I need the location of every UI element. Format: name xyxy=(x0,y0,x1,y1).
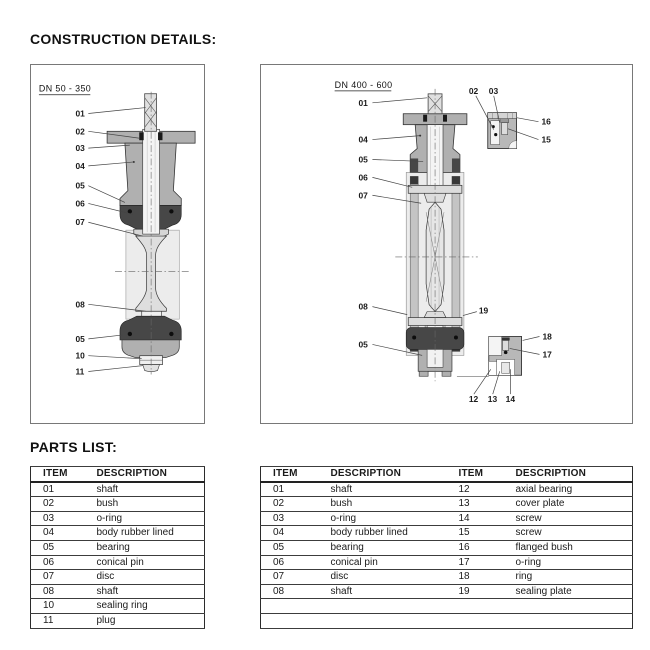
description-cell: shaft xyxy=(319,482,447,497)
description-cell: conical pin xyxy=(85,555,205,570)
description-cell: bush xyxy=(85,497,205,512)
part-label: 18 xyxy=(542,331,552,342)
part-label: 08 xyxy=(358,301,368,312)
description-cell: screw xyxy=(504,526,633,541)
item-cell: 02 xyxy=(261,497,319,512)
parts-table-dn50-350 xyxy=(30,466,205,629)
item-cell: 07 xyxy=(31,570,85,585)
item-cell: 13 xyxy=(447,497,504,512)
description-cell: body rubber lined xyxy=(85,526,205,541)
part-label: 04 xyxy=(358,134,368,145)
table-header-row xyxy=(31,467,205,482)
part-label: 15 xyxy=(541,134,551,145)
description-cell: bush xyxy=(319,497,447,512)
table-row-empty xyxy=(261,599,633,614)
table-row xyxy=(31,584,205,599)
valve-drawing-dn50-350 xyxy=(31,65,204,423)
caption-dn400-600: DN 400 - 600 xyxy=(334,79,393,90)
part-labels xyxy=(75,108,85,376)
part-label: 10 xyxy=(75,350,85,361)
part-label: 01 xyxy=(358,97,368,108)
empty-cell xyxy=(504,613,633,628)
part-label: 07 xyxy=(358,190,368,201)
table-header-row xyxy=(261,467,633,482)
part-label: 11 xyxy=(75,366,85,377)
table-row xyxy=(261,584,633,599)
description-cell: bearing xyxy=(319,540,447,555)
item-cell: 12 xyxy=(447,482,504,497)
table-row xyxy=(31,555,205,570)
page-title: CONSTRUCTION DETAILS: xyxy=(30,31,217,47)
part-label: 05 xyxy=(75,333,85,344)
description-cell: shaft xyxy=(85,482,205,497)
column-header-item: ITEM xyxy=(261,467,319,482)
parts-list-title: PARTS LIST: xyxy=(30,439,118,455)
description-cell: axial bearing xyxy=(504,482,633,497)
part-label: 06 xyxy=(75,198,85,209)
description-cell: bearing xyxy=(85,540,205,555)
table-row xyxy=(261,497,633,512)
column-header-item: ITEM xyxy=(447,467,504,482)
part-label: 07 xyxy=(75,217,85,228)
item-cell: 14 xyxy=(447,511,504,526)
valve-bottom-bearing xyxy=(120,316,181,340)
description-cell: disc xyxy=(85,570,205,585)
item-cell: 08 xyxy=(261,584,319,599)
diagram-caption xyxy=(39,84,91,95)
empty-cell xyxy=(447,599,504,614)
item-cell: 01 xyxy=(31,482,85,497)
diagram-panel-dn400-600 xyxy=(260,64,633,424)
item-cell: 15 xyxy=(447,526,504,541)
table-row xyxy=(261,526,633,541)
part-label: 16 xyxy=(541,116,551,127)
table-row xyxy=(261,570,633,585)
table-row xyxy=(31,526,205,541)
item-cell: 11 xyxy=(31,613,85,628)
part-label: 12 xyxy=(468,394,479,405)
item-cell: 04 xyxy=(31,526,85,541)
item-cell: 08 xyxy=(31,584,85,599)
part-label: 05 xyxy=(75,180,85,191)
description-cell: sealing plate xyxy=(504,584,633,599)
description-cell: o-ring xyxy=(504,555,633,570)
description-cell: sealing ring xyxy=(85,599,205,614)
part-label: 04 xyxy=(75,160,85,171)
column-header-description: DESCRIPTION xyxy=(319,467,447,482)
part-label: 14 xyxy=(505,394,516,405)
part-label: 02 xyxy=(468,85,479,96)
table-row xyxy=(261,482,633,497)
item-cell: 05 xyxy=(31,540,85,555)
item-cell: 16 xyxy=(447,540,504,555)
item-cell: 17 xyxy=(447,555,504,570)
part-label: 03 xyxy=(488,85,499,96)
part-label: 02 xyxy=(75,126,85,137)
part-label: 13 xyxy=(487,394,498,405)
description-cell: cover plate xyxy=(504,497,633,512)
item-cell: 10 xyxy=(31,599,85,614)
column-header-description: DESCRIPTION xyxy=(85,467,205,482)
description-cell: shaft xyxy=(85,584,205,599)
table-row xyxy=(261,555,633,570)
part-label: 03 xyxy=(75,143,85,154)
table-row-empty xyxy=(261,613,633,628)
description-cell: o-ring xyxy=(319,511,447,526)
table-row xyxy=(31,511,205,526)
description-cell: flanged bush xyxy=(504,540,633,555)
description-cell: conical pin xyxy=(319,555,447,570)
part-label: 06 xyxy=(358,172,368,183)
item-cell: 05 xyxy=(261,540,319,555)
table-row xyxy=(261,511,633,526)
empty-cell xyxy=(261,613,319,628)
empty-cell xyxy=(504,599,633,614)
part-label: 05 xyxy=(358,339,368,350)
valve-drawing-dn400-600 xyxy=(261,65,632,423)
parts-table-dn400-600 xyxy=(260,466,633,629)
description-cell: disc xyxy=(319,570,447,585)
table-row xyxy=(31,540,205,555)
description-cell: screw xyxy=(504,511,633,526)
part-label: 01 xyxy=(75,108,85,119)
item-cell: 01 xyxy=(261,482,319,497)
table-row xyxy=(31,570,205,585)
item-cell: 04 xyxy=(261,526,319,541)
item-cell: 03 xyxy=(261,511,319,526)
diagram-caption xyxy=(335,80,393,91)
item-cell: 07 xyxy=(261,570,319,585)
column-header-description: DESCRIPTION xyxy=(504,467,633,482)
description-cell: body rubber lined xyxy=(319,526,447,541)
table-row xyxy=(261,540,633,555)
table-row xyxy=(31,482,205,497)
valve-stem xyxy=(145,94,157,132)
description-cell: o-ring xyxy=(85,511,205,526)
part-label: 19 xyxy=(478,305,489,316)
empty-cell xyxy=(319,613,447,628)
caption-dn50-350: DN 50 - 350 xyxy=(38,83,92,94)
item-cell: 02 xyxy=(31,497,85,512)
item-cell: 19 xyxy=(447,584,504,599)
diagram-panel-dn50-350 xyxy=(30,64,205,424)
empty-cell xyxy=(319,599,447,614)
empty-cell xyxy=(447,613,504,628)
description-cell: ring xyxy=(504,570,633,585)
item-cell: 06 xyxy=(261,555,319,570)
table-row xyxy=(31,613,205,628)
part-label: 17 xyxy=(542,349,552,360)
description-cell: shaft xyxy=(319,584,447,599)
item-cell: 03 xyxy=(31,511,85,526)
item-cell: 18 xyxy=(447,570,504,585)
part-label: 05 xyxy=(358,154,368,165)
table-row xyxy=(31,497,205,512)
table-row xyxy=(31,599,205,614)
column-header-item: ITEM xyxy=(31,467,85,482)
item-cell: 06 xyxy=(31,555,85,570)
part-label: 08 xyxy=(75,299,85,310)
empty-cell xyxy=(261,599,319,614)
detail-box-bottom xyxy=(457,336,522,376)
description-cell: plug xyxy=(85,613,205,628)
